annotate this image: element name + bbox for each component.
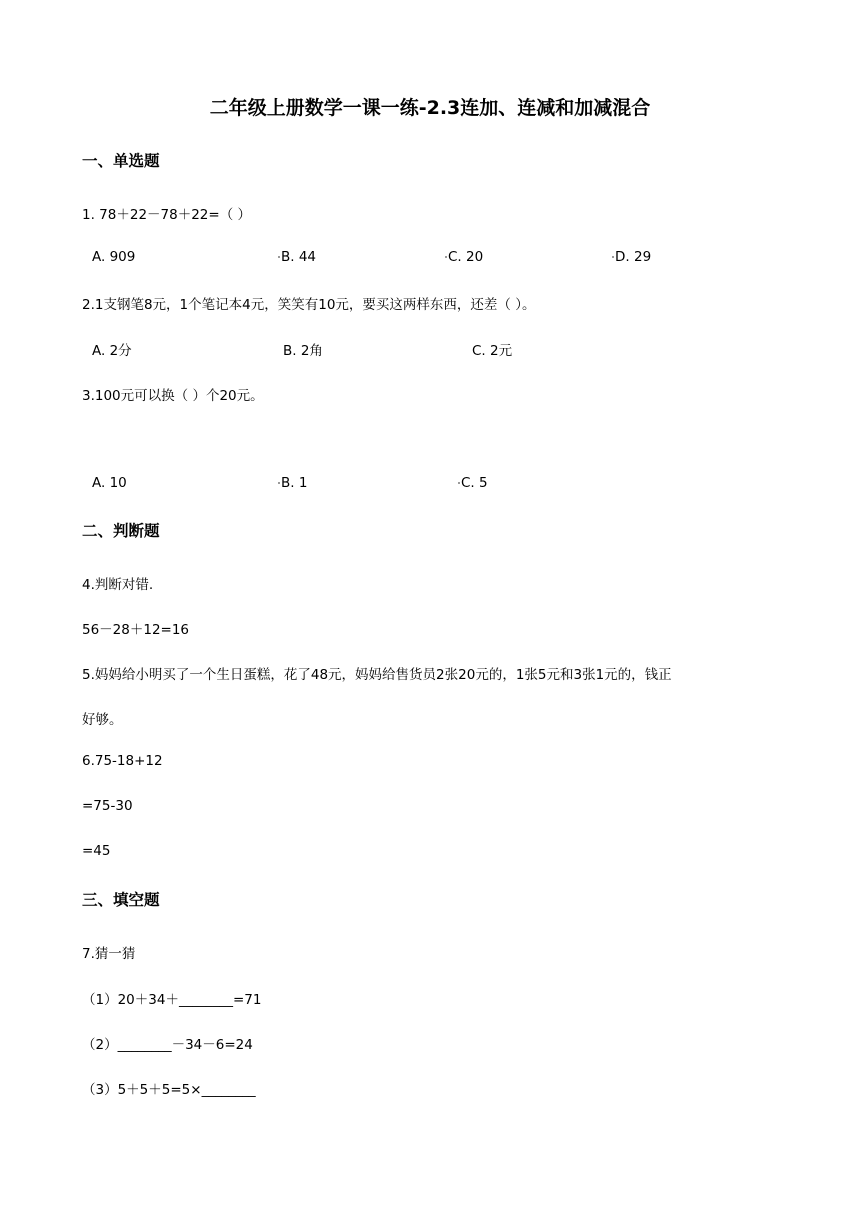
bullet-dot-icon	[278, 482, 280, 484]
question-3-text: 3.100元可以换（ ）个20元。	[82, 388, 264, 404]
section-heading-true-false: 二、判断题	[82, 522, 160, 540]
question-4-line-1: 4.判断对错.	[82, 577, 154, 593]
question-1-option-b-label: B. 44	[281, 249, 317, 265]
question-7-line-3: （2）________－34－6=24	[82, 1037, 253, 1053]
question-2-text: 2.1支钢笔8元，1个笔记本4元，笑笑有10元，要买这两样东西，还差（ ）。	[82, 297, 536, 313]
question-7-line-4: （3）5＋5＋5=5×________	[82, 1082, 256, 1098]
question-2-option-c: C. 2元	[472, 343, 513, 359]
question-1-option-c	[445, 249, 483, 265]
question-7-line-2: （1）20＋34＋________=71	[82, 992, 262, 1008]
question-6-line-1: 6.75-18+12	[82, 753, 163, 769]
question-4-line-2: 56－28＋12=16	[82, 622, 190, 638]
question-1-text: 1. 78＋22－78＋22=（ ）	[82, 207, 251, 223]
section-heading-single-choice: 一、单选题	[82, 152, 160, 170]
question-1-option-d-label: D. 29	[615, 249, 652, 265]
page-title: 二年级上册数学一课一练-2.3连加、连减和加减混合	[209, 97, 651, 119]
question-1-option-b	[278, 249, 316, 265]
bullet-dot-icon	[458, 482, 460, 484]
question-3-option-b-label: B. 1	[281, 475, 308, 491]
bullet-dot-icon	[278, 256, 280, 258]
question-6-line-3: =45	[82, 843, 111, 859]
question-2-option-b: B. 2角	[283, 343, 323, 359]
question-2-option-a: A. 2分	[92, 343, 132, 359]
section-heading-fill-blank: 三、填空题	[82, 891, 160, 909]
question-6-line-2: =75-30	[82, 798, 133, 814]
question-1-option-c-label: C. 20	[448, 249, 484, 265]
question-5-line-1: 5.妈妈给小明买了一个生日蛋糕，花了48元，妈妈给售货员2张20元的，1张5元和3张1元的，钱正	[82, 667, 672, 683]
question-3-option-c	[458, 475, 488, 491]
question-7-line-1: 7.猜一猜	[82, 946, 136, 962]
bullet-dot-icon	[612, 256, 614, 258]
question-1-option-a: A. 909	[92, 249, 136, 265]
question-3-option-b	[278, 475, 307, 491]
question-1-option-d	[612, 249, 651, 265]
question-3-option-a: A. 10	[92, 475, 127, 491]
bullet-dot-icon	[445, 256, 447, 258]
question-3-option-c-label: C. 5	[461, 475, 488, 491]
question-5-line-2: 好够。	[82, 712, 123, 728]
